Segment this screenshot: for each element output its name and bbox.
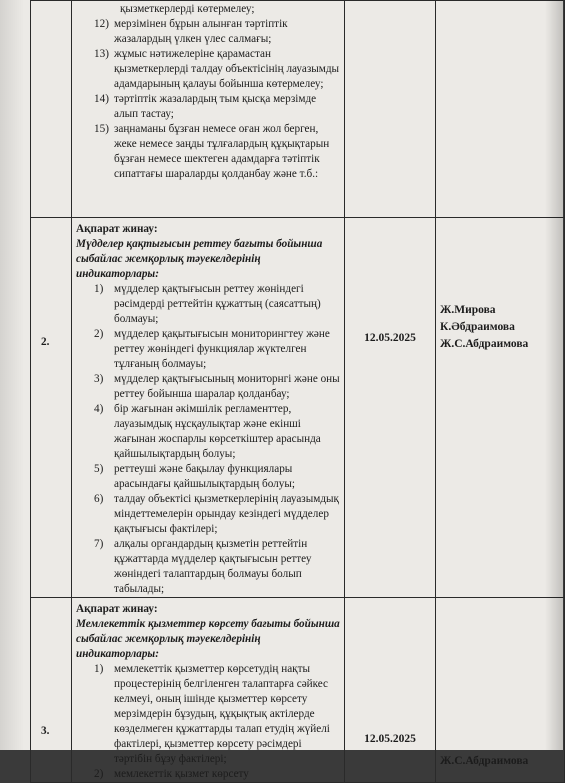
table-row (31, 1, 565, 218)
item-text: тәртіптік жазалардың тым қысқа мерзімде алып тастау; (114, 93, 317, 120)
item-text: бір жағынан әкімшілік регламенттер, лауазымдық нұсқаулықтар және екінші жағынан жоспарлы көрсеткіштер арасында қайшылықтардың болуы; (114, 403, 321, 460)
responsible-person: К.Әбдраимова (440, 321, 515, 333)
indicator-list (72, 282, 344, 597)
list-item (94, 537, 340, 597)
list-item (94, 327, 340, 372)
item-text: мемлекеттік қызмет көрсету (114, 768, 249, 780)
item-number: 14) (94, 93, 109, 105)
item-text: алқалы органдардың қызметін реттейтін құжаттарда мүдделер қақтығысын реттеу жөніндегі талаптардың болмауы болып табылады; (114, 538, 312, 595)
heading-subtitle: Мемлекеттік қызметтер көрсету бағыты бойынша сыбайлас жемқорлық тәуекелдерінің индикаторлары: (76, 618, 340, 660)
content-cell (72, 1, 345, 218)
item-number: 15) (94, 123, 109, 135)
item-text: мүдделер қақтығысын реттеу жөніндегі рәсімдерді реттейтін құжаттың (саясаттың) болмауы; (114, 283, 321, 325)
list-item (94, 462, 340, 492)
indicator-list (72, 17, 344, 182)
row-number: 2. (41, 336, 50, 348)
item-number: 12) (94, 18, 109, 30)
list-item (94, 122, 340, 182)
list-item (94, 492, 340, 537)
item-number: 1) (94, 663, 104, 675)
list-item (94, 17, 340, 47)
item-number: 4) (94, 403, 104, 415)
item-text: реттеуші және бақылау функциялары арасындағы қайшылықтардың болуы; (114, 463, 295, 490)
responsible-person: Ж.Мирова (440, 304, 496, 316)
item-number: 5) (94, 463, 104, 475)
list-item (94, 92, 340, 122)
date-cell (345, 218, 436, 598)
heading-title: Ақпарат жинау: (76, 223, 158, 235)
row-number-cell (31, 218, 72, 598)
responsible-cell (436, 218, 565, 598)
item-text: мемлекеттік қызметтер көрсетудің нақты процестерінің белгіленген талаптарға сәйкес келмеуі, оның ішінде қызметтер көрсету мерзімдерін бұзудың, құқықтық актілерде көзделмеген құжаттарды талап етудің жүйелі фактілері, қызметтер көрсету рәсімдері тәртібін бұзу фактілері; (114, 663, 330, 765)
row-number-cell (31, 1, 72, 218)
table-row (31, 218, 565, 598)
row-number-cell (31, 598, 72, 783)
responsible-list (436, 218, 564, 353)
section-heading (72, 218, 344, 282)
item-number: 6) (94, 493, 104, 505)
responsible-cell (436, 598, 565, 783)
heading-subtitle: Мүдделер қақтығысын реттеу бағыты бойынша сыбайлас жемқорлық тәуекелдерінің индикаторлары: (76, 238, 323, 280)
responsible-cell (436, 1, 565, 218)
content-cell (72, 598, 345, 783)
list-item (94, 372, 340, 402)
continuation-text (72, 1, 344, 17)
item-number: 2) (94, 768, 104, 780)
item-text: мүдделер қақтығысының мониторнгі және оны реттеу бойынша шаралар қолданбау; (114, 373, 340, 400)
responsible-person: Ж.С.Абдраимова (440, 338, 529, 350)
content-cell (72, 218, 345, 598)
table-row (31, 598, 565, 783)
date-cell (345, 598, 436, 783)
list-item (94, 767, 340, 782)
row-number: 3. (41, 725, 50, 737)
list-item (94, 402, 340, 462)
list-item (94, 47, 340, 92)
list-item (94, 282, 340, 327)
continuation-line: қызметкерлерді көтермелеу; (120, 3, 255, 15)
section-heading (72, 598, 344, 662)
indicator-list (72, 662, 344, 782)
plan-table (30, 0, 565, 783)
deadline-date: 12.05.2025 (364, 332, 416, 344)
item-number: 13) (94, 48, 109, 60)
item-number: 3) (94, 373, 104, 385)
deadline-date: 12.05.2025 (364, 733, 416, 745)
responsible-person: Ж.С.Абдраимова (440, 755, 529, 767)
page-shadow-left (0, 0, 24, 750)
item-number: 7) (94, 538, 104, 550)
item-text: жұмыс нәтижелеріне қарамастан қызметкерлерді талдау объектісінің лауазымды адамдарының қалауы бойынша көтермелеу; (114, 48, 340, 90)
item-number: 1) (94, 283, 104, 295)
item-number: 2) (94, 328, 104, 340)
list-item (94, 662, 340, 767)
item-text: талдау объектісі қызметкерлерінің лауазымдық міндеттемелерін орындау кезіндегі мүдделер қақтығысы фактілері; (114, 493, 339, 535)
heading-title: Ақпарат жинау: (76, 603, 158, 615)
item-text: мүдделер қақытығысын мониторингтеу және реттеу жөніндегі функциялар жүктелген тұлғаның болмауы; (114, 328, 330, 370)
date-cell (345, 1, 436, 218)
item-text: заңнаманы бұзған немесе оған жол берген, жеке немесе заңды тұлғалардың құқықтарын бұзған немесе шектеген адамдарға тәтіптік сипаттағы шараларды қолданбау және т.б.: (114, 123, 330, 180)
item-text: мерзімінен бұрын алынған тәртіптік жазалардың үлкен үлес салмағы; (114, 18, 288, 45)
